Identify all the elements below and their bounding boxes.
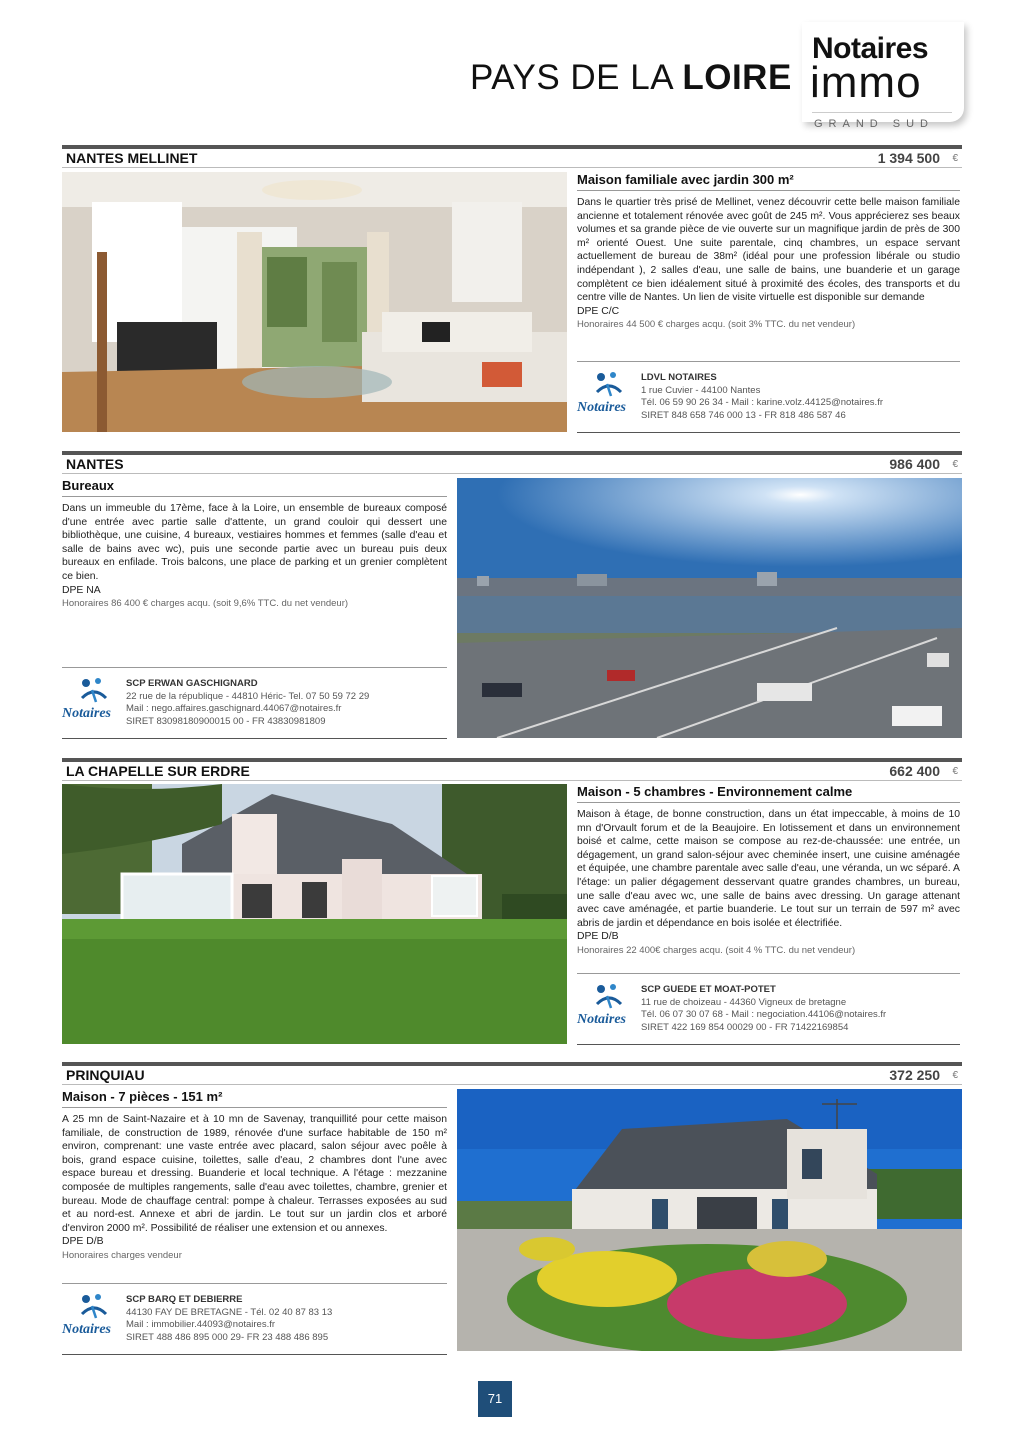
listing-headline: Maison familiale avec jardin 300 m² — [577, 172, 960, 191]
listing-text-3 — [577, 784, 960, 957]
listing-bar-2 — [62, 451, 962, 471]
listing-bar-4 — [62, 1062, 962, 1082]
notaires-logo-word: Notaires — [577, 400, 626, 415]
listing-price: 662 400 — [889, 763, 940, 779]
listing-bar-1 — [62, 145, 962, 165]
currency-sign: € — [952, 459, 958, 470]
agency-block-3 — [577, 973, 960, 1045]
notaires-emblem-icon — [78, 1292, 110, 1322]
notaires-logo — [577, 370, 641, 422]
listing-price: 986 400 — [889, 456, 940, 472]
agency-contact: Tél. 06 59 90 26 34 - Mail : karine.volz.44125@notaires.fr — [641, 397, 883, 408]
currency-sign: € — [952, 153, 958, 164]
listing-city: PRINQUIAU — [66, 1067, 145, 1083]
agency-name: SCP BARQ ET DEBIERRE — [126, 1294, 243, 1305]
region-title — [470, 58, 792, 98]
region-title-bold: LOIRE — [682, 58, 792, 97]
bar-underline — [62, 473, 962, 474]
agency-info — [126, 1294, 332, 1344]
listing-price: 1 394 500 — [877, 150, 940, 166]
listing-photo-living-room — [62, 172, 567, 432]
notaires-logo — [577, 982, 641, 1034]
listing-headline: Maison - 7 pièces - 151 m² — [62, 1089, 447, 1108]
agency-block-1 — [577, 361, 960, 433]
agency-contact: Mail : nego.affaires.gaschignard.44067@notaires.fr — [126, 703, 342, 714]
agency-name: LDVL NOTAIRES — [641, 372, 717, 383]
notaires-logo — [62, 1292, 126, 1344]
notaires-logo-word: Notaires — [577, 1012, 626, 1027]
agency-info — [641, 984, 886, 1034]
agency-info — [641, 372, 883, 422]
listing-description: Maison à étage, de bonne construction, dans un état impeccable, à moins de 10 mn d'Orvault forum et de la Beaujoire. En lotissement et dans un environnement boisé et calme, cette maison se compose au rez-de-chaussée: une entrée, un dégagement, un grand salon-séjour avec cheminée insert, une cuisine aménagée et équipée, une chambre parentale avec salle d'eau, une véranda, un wc séparé. A l'étage: un palier dégagement desservant quatre grandes chambres, un bureau, une salle d'eau avec wc, une salle de bains avec dressing. Un garage attenant avec cave aménagée, et partie buanderie. Le tout sur un terrain de 597 m² avec abris de jardin et dépendance en bois isolée et électrifiée. — [577, 809, 960, 929]
listing-city: LA CHAPELLE SUR ERDRE — [66, 763, 250, 779]
listing-headline: Bureaux — [62, 478, 447, 497]
agency-contact: Mail : immobilier.44093@notaires.fr — [126, 1319, 276, 1330]
currency-sign: € — [952, 1070, 958, 1081]
agency-siret: SIRET 83098180900015 00 - FR 43830981809 — [126, 715, 326, 727]
listing-fees: Honoraires 22 400€ charges acqu. (soit 4 % TTC. du net vendeur) — [577, 944, 856, 956]
agency-address: 44130 FAY DE BRETAGNE - Tél. 02 40 87 83 13 — [126, 1306, 333, 1318]
region-title-light: PAYS DE LA — [470, 58, 683, 97]
notaires-logo-word: Notaires — [62, 706, 111, 721]
agency-name: SCP GUEDE ET MOAT-POTET — [641, 984, 776, 995]
listing-price: 372 250 — [889, 1067, 940, 1083]
listing-photo-bungalow — [457, 1089, 962, 1351]
agency-contact: Tél. 06 07 30 07 68 - Mail : negociation.44106@notaires.fr — [641, 1009, 887, 1020]
logo-divider — [812, 112, 952, 113]
currency-sign: € — [952, 766, 958, 777]
notaires-emblem-icon — [593, 982, 625, 1012]
listing-dpe: DPE NA — [62, 584, 101, 596]
listing-fees: Honoraires charges vendeur — [62, 1249, 182, 1261]
listing-fees: Honoraires 44 500 € charges acqu. (soit 3% TTC. du net vendeur) — [577, 319, 856, 331]
listing-text-2 — [62, 478, 447, 610]
bar-underline — [62, 167, 962, 168]
notaires-emblem-icon — [593, 370, 625, 400]
listing-city: NANTES — [66, 456, 124, 472]
listing-bar-3 — [62, 758, 962, 778]
listing-photo-loire-view — [457, 478, 962, 738]
bar-underline — [62, 780, 962, 781]
agency-siret: SIRET 422 169 854 00029 00 - FR 71422169854 — [641, 1021, 849, 1033]
agency-info — [126, 678, 369, 728]
listing-description: Dans le quartier très prisé de Mellinet, venez découvrir cette belle maison familiale ancienne et totalement rénovée avec goût de 245 m². Vous apprécierez ses beaux volumes et sa grande pièce de vie ouverte sur un magnifique jardin de près de 300 m² orienté Ouest. Une suite parentale, cinq chambres, un espace servant actuellement de bureau de 38m² (idéal pour une profession libérale ou studio indépendant ), 2 salles d'eau, une salle de bains, une buanderie et un garage complètent ce bien idéalement situé à proximité des écoles, des transports et du centre ville de Nantes. Un lien de visite virtuelle est disponible sur demande — [577, 197, 960, 304]
agency-block-2 — [62, 667, 447, 739]
logo-line2: immo — [810, 58, 922, 107]
logo-line1: Notaires — [812, 32, 929, 65]
listing-description: Dans un immeuble du 17ème, face à la Loire, un ensemble de bureaux composé d'une entrée avec partie salle d'attente, un grand couloir qui dessert une bibliothèque, une cuisine, 4 bureaux, vestiaires hommes et femmes (salle d'eau et salle de bains avec wc), puis une seconde partie avec un bureau puis deux bureaux en enfilade. Trois balcons, une place de parking et un grenier complètent ce bien. — [62, 503, 447, 582]
listing-text-1 — [577, 172, 960, 331]
bar-underline — [62, 1084, 962, 1085]
listing-photo-house-garden — [62, 784, 567, 1044]
notaires-logo — [62, 676, 126, 728]
notaires-emblem-icon — [78, 676, 110, 706]
notaires-immo-logo — [802, 22, 964, 130]
agency-address: 1 rue Cuvier - 44100 Nantes — [641, 384, 761, 396]
agency-address: 22 rue de la république - 44810 Héric- Tel. 07 50 59 72 29 — [126, 690, 370, 702]
listing-text-4 — [62, 1089, 447, 1262]
notaires-logo-word: Notaires — [62, 1322, 111, 1337]
logo-line3: GRAND SUD — [814, 118, 935, 130]
listing-dpe: DPE D/B — [62, 1236, 104, 1248]
agency-block-4 — [62, 1283, 447, 1355]
listing-dpe: DPE D/B — [577, 931, 619, 943]
listing-dpe: DPE C/C — [577, 305, 620, 317]
listing-description: A 25 mn de Saint-Nazaire et à 10 mn de Savenay, tranquillité pour cette maison familiale, de construction de 1989, rénovée d'une surface habitable de 150 m² environ, comprenant: une vaste entrée avec placard, salon séjour avec poêle à bois, grand espace cuisine, toilettes, salle d'eau, 2 chambres dont l'une avec espace bureau et dressing. Buanderie et local technique. A l'étage : mezzanine composée de multiples rangements, salle d'eau avec toilettes, chambre, grenier et bureau. Mode de chauffage central: pompe à chaleur. Terrasses exposées au sud et au nord-est. Annexe et abri de jardin. Le tout sur un jardin clos et arboré d'environ 2000 m². Possibilité de réaliser une extension et ou annexes. — [62, 1114, 447, 1234]
agency-name: SCP ERWAN GASCHIGNARD — [126, 678, 258, 689]
page-number: 71 — [478, 1381, 512, 1417]
agency-siret: SIRET 848 658 746 000 13 - FR 818 486 587 46 — [641, 409, 846, 421]
listing-fees: Honoraires 86 400 € charges acqu. (soit 9,6% TTC. du net vendeur) — [62, 598, 349, 610]
listing-city: NANTES MELLINET — [66, 150, 198, 166]
listing-headline: Maison - 5 chambres - Environnement calme — [577, 784, 960, 803]
agency-siret: SIRET 488 486 895 000 29- FR 23 488 486 895 — [126, 1331, 329, 1343]
agency-address: 11 rue de choizeau - 44360 Vigneux de bretagne — [641, 996, 847, 1008]
